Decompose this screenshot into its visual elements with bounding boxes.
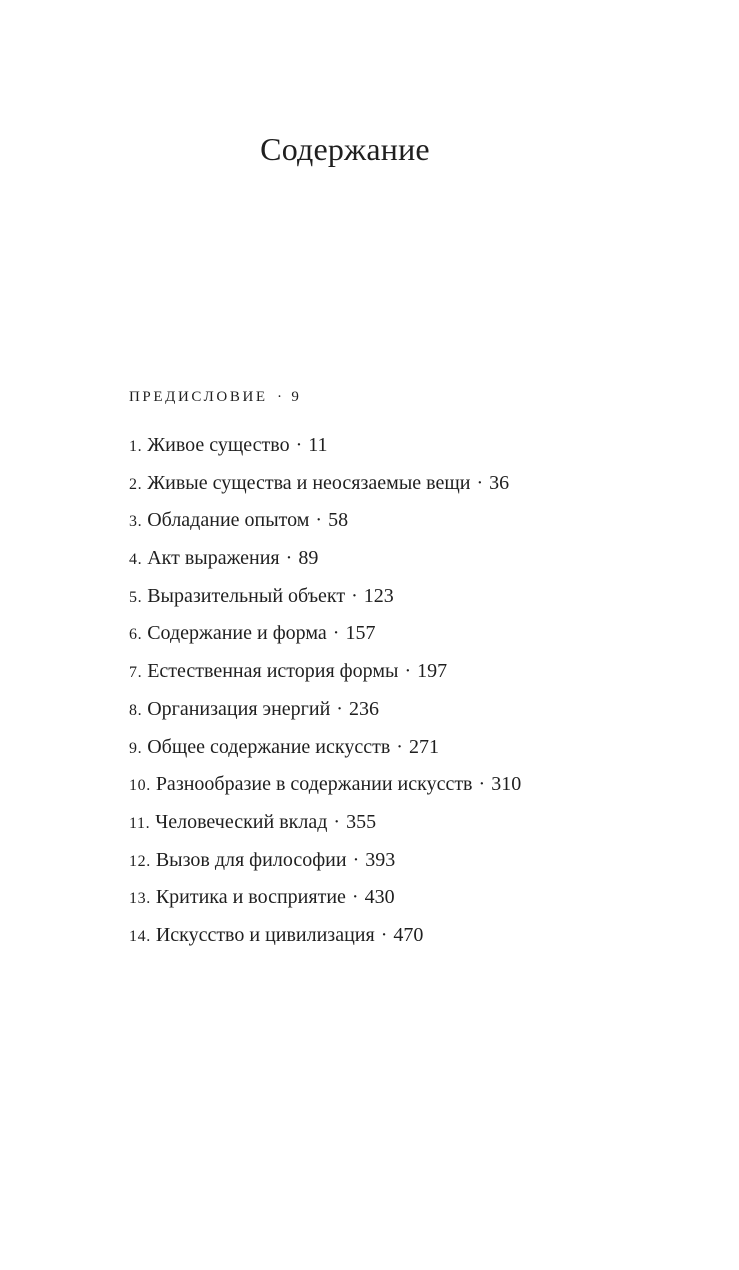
toc-entry-13 bbox=[129, 879, 709, 917]
chapter-page: 157 bbox=[345, 622, 376, 645]
chapter-page: 310 bbox=[491, 773, 522, 796]
chapter-page: 271 bbox=[408, 735, 439, 758]
chapter-number: 10. bbox=[129, 777, 151, 795]
entry-separator: · bbox=[351, 886, 359, 909]
chapter-number: 7. bbox=[129, 664, 143, 682]
toc-entry-14 bbox=[129, 917, 709, 955]
toc-entry-10 bbox=[129, 766, 709, 804]
entry-separator: · bbox=[315, 509, 323, 532]
chapter-number: 14. bbox=[129, 927, 151, 945]
chapter-number: 4. bbox=[129, 551, 143, 569]
entry-separator: · bbox=[285, 547, 293, 570]
chapter-page: 430 bbox=[364, 886, 395, 909]
entry-separator: · bbox=[380, 923, 388, 946]
entry-separator: · bbox=[336, 697, 343, 720]
entry-separator: · bbox=[352, 848, 360, 871]
chapter-title: Критика и восприятие bbox=[155, 886, 346, 909]
chapter-number: 2. bbox=[129, 475, 143, 493]
chapter-title: Выразительный объект bbox=[147, 584, 346, 607]
toc-preface-entry bbox=[129, 383, 709, 411]
toc-entry-12 bbox=[129, 842, 709, 880]
chapter-number: 9. bbox=[129, 739, 143, 757]
entry-separator: · bbox=[332, 622, 340, 645]
toc-entry-4 bbox=[129, 540, 709, 578]
entry-separator: · bbox=[351, 584, 358, 607]
chapter-title: Вызов для философии bbox=[155, 848, 347, 871]
chapter-page: 123 bbox=[363, 584, 394, 607]
entry-separator: · bbox=[478, 773, 486, 796]
chapter-number: 8. bbox=[129, 701, 143, 719]
chapter-title: Живое существо bbox=[147, 434, 290, 456]
toc-entry-3 bbox=[129, 502, 709, 540]
chapter-page: 236 bbox=[348, 697, 379, 720]
chapter-page: 470 bbox=[393, 923, 424, 946]
toc-entry-1 bbox=[129, 427, 709, 465]
entry-separator: · bbox=[295, 434, 303, 456]
preface-page: 9 bbox=[291, 389, 302, 405]
chapter-page: 355 bbox=[346, 810, 377, 833]
toc-entry-6 bbox=[129, 615, 709, 653]
chapter-title: Общее содержание искусств bbox=[147, 735, 391, 758]
toc-entry-8 bbox=[129, 691, 709, 729]
chapter-number: 12. bbox=[129, 852, 151, 870]
preface-label: ПРЕДИСЛОВИЕ bbox=[129, 389, 268, 405]
table-of-contents bbox=[129, 383, 709, 955]
entry-separator: · bbox=[404, 660, 412, 683]
chapter-title: Акт выражения bbox=[147, 547, 280, 570]
chapter-title: Живые существа и неосязаемые вещи bbox=[147, 471, 471, 494]
chapter-page: 197 bbox=[417, 660, 448, 683]
chapter-title: Искусство и цивилизация bbox=[155, 923, 375, 946]
chapter-title: Разнообразие в содержании искусств bbox=[155, 773, 473, 796]
chapter-page: 11 bbox=[308, 434, 328, 456]
page-title: Содержание bbox=[260, 131, 430, 167]
entry-separator: · bbox=[476, 471, 484, 494]
chapter-number: 3. bbox=[129, 513, 143, 531]
chapter-title: Содержание и форма bbox=[147, 622, 327, 645]
chapter-number: 1. bbox=[129, 438, 143, 455]
toc-entry-2 bbox=[129, 465, 709, 503]
toc-entry-9 bbox=[129, 729, 709, 767]
chapter-page: 89 bbox=[298, 547, 319, 570]
chapter-page: 393 bbox=[365, 848, 396, 871]
chapter-number: 13. bbox=[129, 890, 151, 908]
chapter-number: 5. bbox=[129, 588, 143, 606]
chapter-number: 6. bbox=[129, 626, 143, 644]
toc-entry-11 bbox=[129, 804, 709, 842]
chapter-page: 58 bbox=[328, 509, 349, 532]
preface-separator: · bbox=[277, 389, 282, 405]
chapter-title: Естественная история формы bbox=[147, 660, 399, 683]
chapter-title: Человеческий вклад bbox=[155, 810, 328, 833]
chapter-number: 11. bbox=[129, 814, 151, 832]
toc-entry-5 bbox=[129, 578, 709, 616]
chapter-page: 36 bbox=[489, 471, 510, 494]
entry-separator: · bbox=[333, 810, 341, 833]
toc-entry-7 bbox=[129, 653, 709, 691]
entry-separator: · bbox=[396, 735, 403, 758]
chapter-title: Обладание опытом bbox=[147, 509, 310, 532]
chapter-title: Организация энергий bbox=[147, 697, 331, 720]
